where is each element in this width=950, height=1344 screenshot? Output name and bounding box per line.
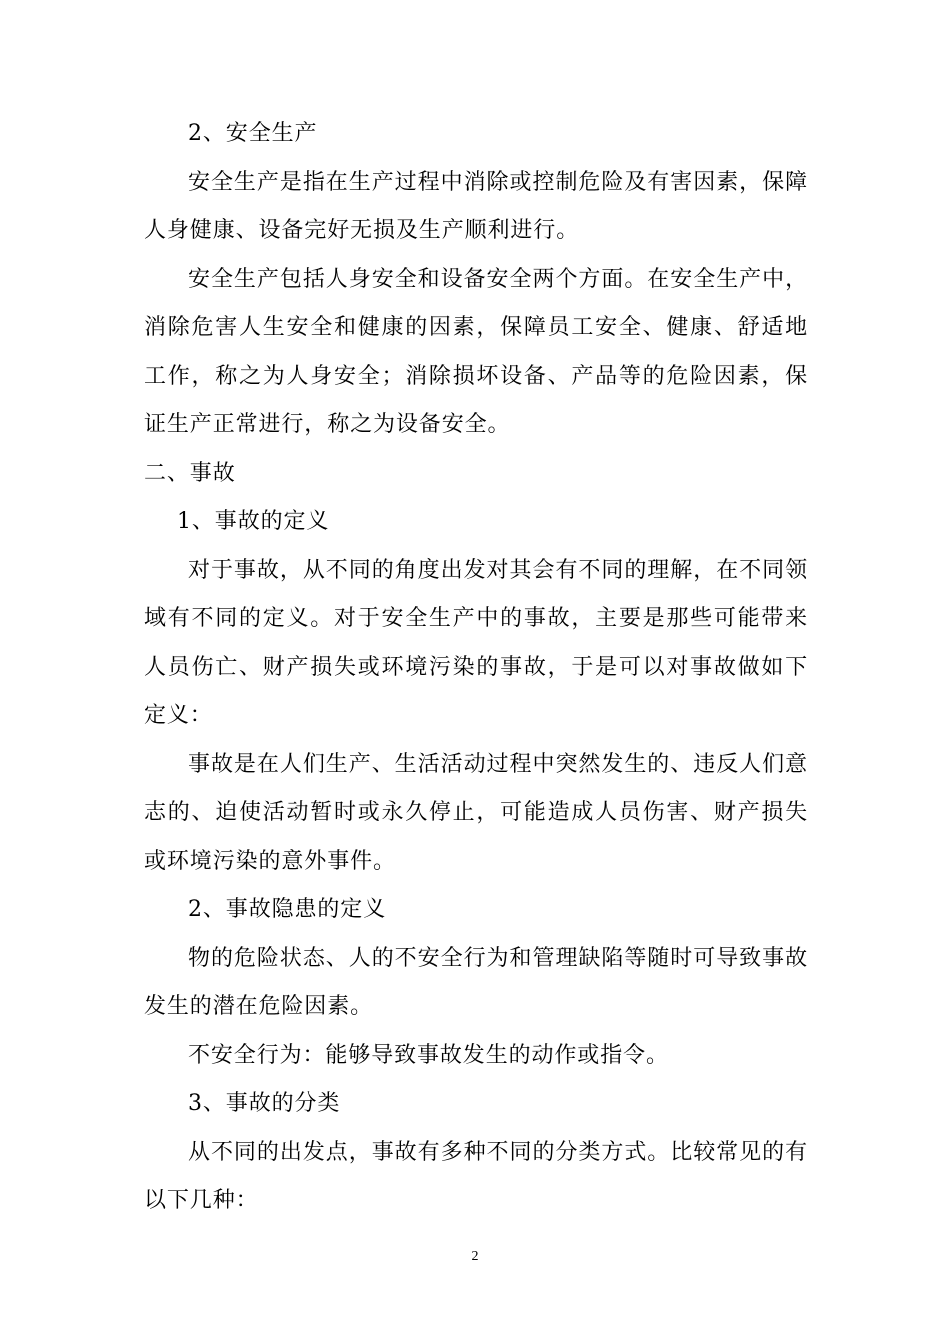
para-safety-definition: 安全生产是指在生产过程中消除或控制危险及有害因素，保障人身健康、设备完好无损及生产顺利进行。 — [144, 169, 808, 243]
heading-2-hazard-definition: 2、事故隐患的定义 — [188, 897, 387, 922]
para-safety-scope: 安全生产包括人身安全和设备安全两个方面。在安全生产中，消除危害人生安全和健康的因素，保障员工安全、健康、舒适地工作，称之为人身安全；消除损坏设备、产品等的危险因素，保证生产正常进行，称之为设备安全。 — [144, 266, 808, 437]
heading-2-safety-production: 2、安全生产 — [188, 121, 318, 146]
para-classification-intro: 从不同的出发点，事故有多种不同的分类方式。比较常见的有以下几种： — [144, 1139, 808, 1213]
para-accident-intro: 对于事故，从不同的角度出发对其会有不同的理解，在不同领域有不同的定义。对于安全生产中的事故，主要是那些可能带来人员伤亡、财产损失或环境污染的事故，于是可以对事故做如下定义： — [144, 557, 808, 728]
para-hazard-definition: 物的危险状态、人的不安全行为和管理缺陷等随时可导致事故发生的潜在危险因素。 — [144, 945, 808, 1019]
para-unsafe-behavior: 不安全行为：能够导致事故发生的动作或指令。 — [188, 1042, 669, 1068]
page-number: 2 — [471, 1249, 479, 1264]
heading-3-accident-classification: 3、事故的分类 — [188, 1091, 341, 1116]
heading-1-accident-definition: 1、事故的定义 — [177, 509, 330, 534]
heading-section-accident: 二、事故 — [144, 460, 236, 486]
document-body — [144, 110, 808, 1226]
para-accident-definition: 事故是在人们生产、生活活动过程中突然发生的、违反人们意志的、迫使活动暂时或永久停止，可能造成人员伤害、财产损失或环境污染的意外事件。 — [144, 751, 808, 874]
